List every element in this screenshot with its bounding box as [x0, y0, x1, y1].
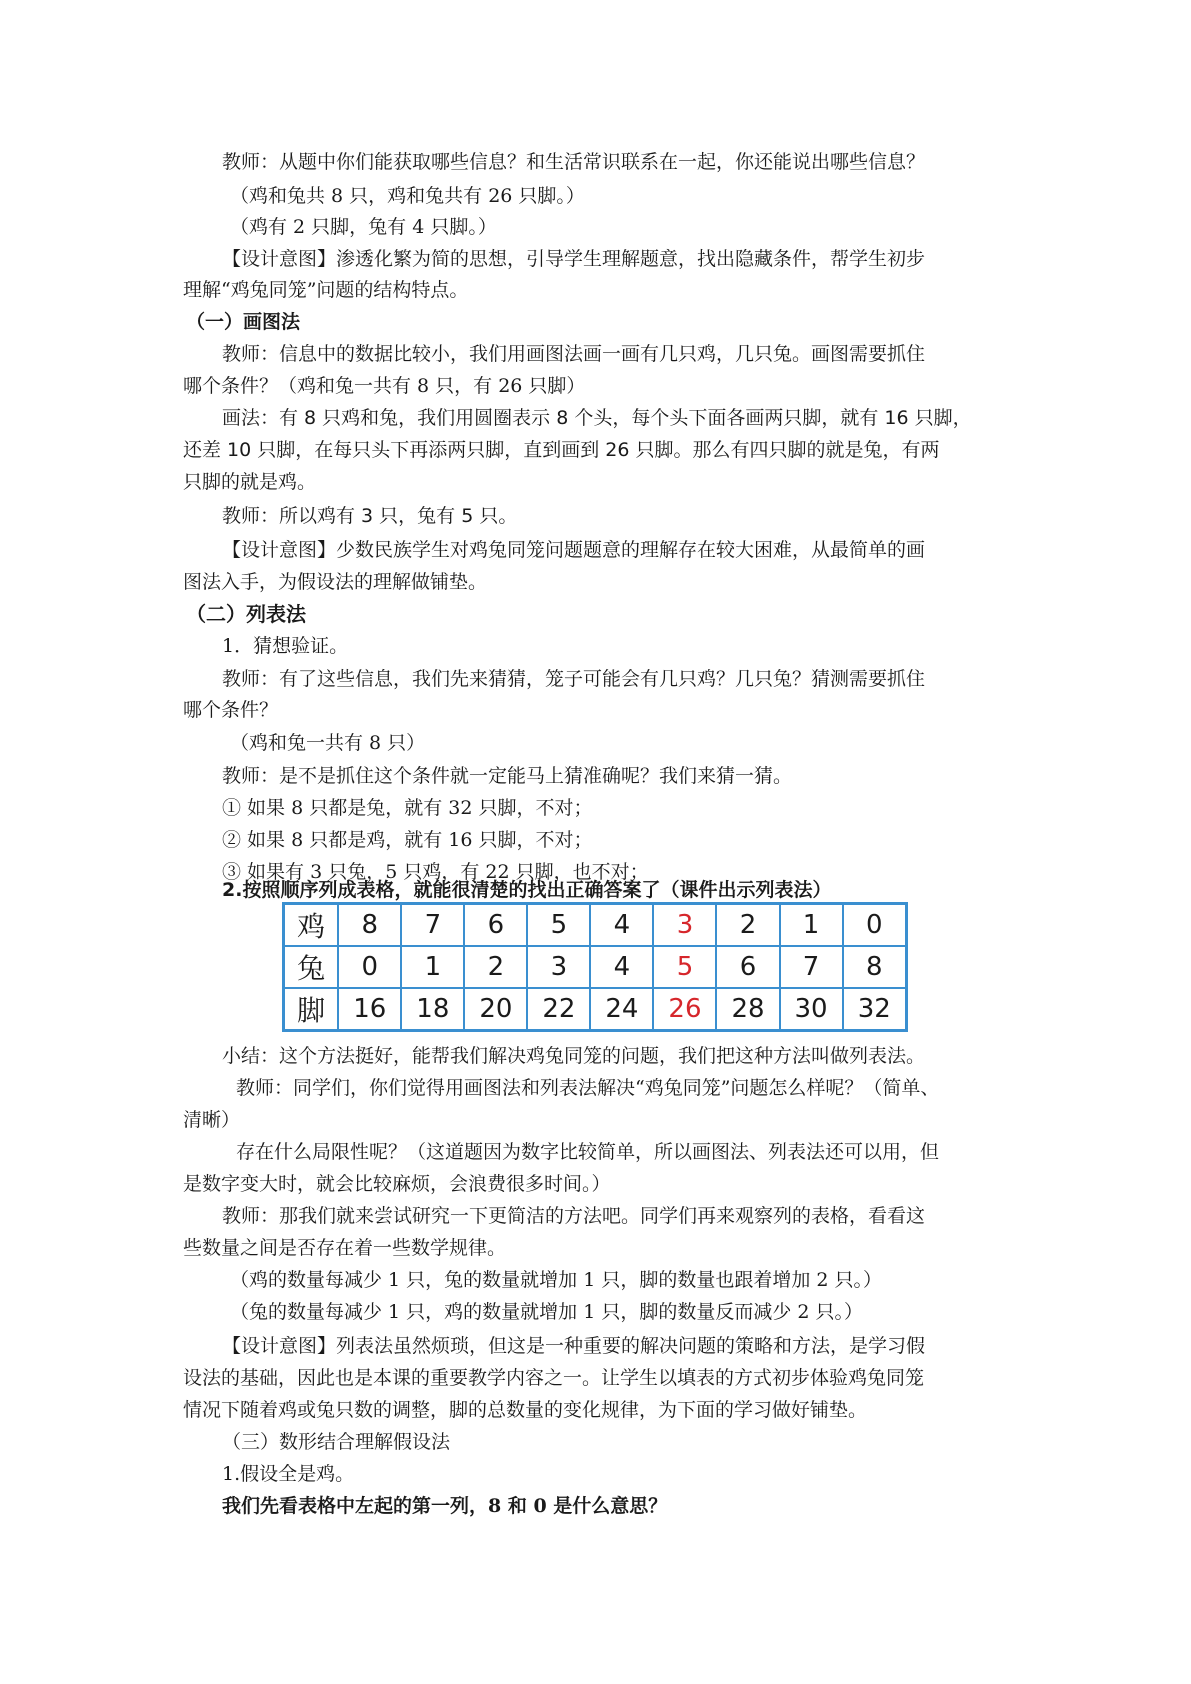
paragraph-line: 教师：那我们就来尝试研究一下更简洁的方法吧。同学们再来观察列的表格，看看这 — [222, 1205, 926, 1227]
table-cell: 30 — [780, 988, 843, 1031]
guess-item-2: ② 如果 8 只都是鸡，就有 16 只脚，不对； — [222, 829, 593, 851]
table-cell: 18 — [401, 988, 464, 1031]
table-cell: 8 — [843, 946, 907, 988]
table-cell: 28 — [716, 988, 779, 1031]
design-intent-line: 【设计意图】渗透化繁为简的思想，引导学生理解题意，找出隐藏条件，帮学生初步 — [222, 248, 926, 270]
section-heading-hypothesis: （三）数形结合理解假设法 — [222, 1431, 451, 1453]
table-cell: 8 — [338, 904, 401, 947]
table-cell: 7 — [401, 904, 464, 947]
section-heading-table: （二）列表法 — [186, 602, 306, 626]
paragraph-line: 1.假设全是鸡。 — [222, 1463, 355, 1485]
table-cell: 0 — [843, 904, 907, 947]
table-cell: 1 — [401, 946, 464, 988]
paragraph-line: 哪个条件？（鸡和兔一共有 8 只，有 26 只脚） — [183, 375, 586, 397]
paragraph-line: 清晰） — [183, 1109, 241, 1131]
table-cell: 7 — [780, 946, 843, 988]
paragraph-line: 理解“鸡兔同笼”问题的结构特点。 — [183, 279, 469, 301]
table-cell: 26 — [653, 988, 716, 1031]
paragraph-line: 设法的基础，因此也是本课的重要教学内容之一。让学生以填表的方式初步体验鸡兔同笼 — [183, 1367, 925, 1389]
table-cell: 3 — [653, 904, 716, 947]
paragraph-line: 画法：有 8 只鸡和兔，我们用圆圈表示 8 个头，每个头下面各画两只脚，就有 16 只脚， — [222, 407, 972, 429]
table-row — [284, 988, 907, 1031]
design-intent-line: 【设计意图】列表法虽然烦琐，但这是一种重要的解决问题的策略和方法，是学习假 — [222, 1335, 926, 1357]
paragraph-line: 小结：这个方法挺好，能帮我们解决鸡兔同笼的问题，我们把这种方法叫做列表法。 — [222, 1045, 926, 1067]
section-heading-drawing: （一）画图法 — [186, 311, 301, 333]
table-cell: 1 — [780, 904, 843, 947]
table-cell: 2 — [716, 904, 779, 947]
paragraph-line: （兔的数量每减少 1 只，鸡的数量就增加 1 只，脚的数量反而减少 2 只。） — [230, 1301, 864, 1323]
teacher-speech-cont: 画图需要抓住 — [811, 343, 926, 365]
paragraph-line: （鸡和兔一共有 8 只） — [230, 732, 426, 754]
table-row — [284, 946, 907, 988]
paragraph-line: （鸡和兔共 8 只，鸡和兔共有 26 只脚。） — [230, 185, 585, 207]
paragraph-line: 是数字变大时，就会比较麻烦，会浪费很多时间。） — [183, 1173, 611, 1195]
table-cell: 4 — [590, 946, 653, 988]
paragraph-line: 些数量之间是否存在着一些数学规律。 — [183, 1237, 507, 1259]
table-cell: 3 — [527, 946, 590, 988]
table-cell: 5 — [653, 946, 716, 988]
table-cell: 2 — [464, 946, 527, 988]
row-header: 兔 — [284, 946, 339, 988]
paragraph-line: 教师：同学们，你们觉得用画图法和列表法解决“鸡兔同笼”问题怎么样呢？（简单、 — [236, 1077, 940, 1099]
design-intent-line: 【设计意图】少数民族学生对鸡兔同笼问题题意的理解存在较大困难，从最简单的画 — [222, 539, 926, 561]
table-cell: 5 — [527, 904, 590, 947]
guess-item-1: ① 如果 8 只都是兔，就有 32 只脚，不对； — [222, 797, 593, 819]
paragraph-line: 教师：有了这些信息，我们先来猜猜，笼子可能会有几只鸡？几只兔？猜测需要抓住 — [222, 668, 926, 690]
teacher-speech: 教师：信息中的数据比较小，我们用画图法画一画有几只鸡，几只兔。 — [222, 343, 812, 365]
paragraph-line: （鸡有 2 只脚，兔有 4 只脚。） — [230, 216, 497, 238]
paragraph-line: 情况下随着鸡或兔只数的调整，脚的总数量的变化规律，为下面的学习做好铺垫。 — [183, 1399, 868, 1421]
paragraph-line: 存在什么局限性呢？（这道题因为数字比较简单，所以画图法、列表法还可以用，但 — [236, 1141, 940, 1163]
paragraph-line: 哪个条件？ — [183, 699, 279, 721]
paragraph-line: 教师：是不是抓住这个条件就一定能马上猜准确呢？我们来猜一猜。 — [222, 765, 793, 787]
table-cell: 0 — [338, 946, 401, 988]
guess-item-3: ③ 如果有 3 只兔，5 只鸡，有 22 只脚，也不对； — [222, 861, 649, 883]
row-header: 脚 — [284, 988, 339, 1031]
paragraph-line: 我们先看表格中左起的第一列，8 和 0 是什么意思？ — [222, 1495, 668, 1517]
paragraph-line: 图法入手，为假设法的理解做铺垫。 — [183, 571, 488, 593]
table-cell: 20 — [464, 988, 527, 1031]
paragraph-line: 还差 10 只脚，在每只头下再添两只脚，直到画到 26 只脚。那么有四只脚的就是兔，有两 — [183, 439, 940, 461]
table-cell: 32 — [843, 988, 907, 1031]
table-cell: 6 — [716, 946, 779, 988]
row-header: 鸡 — [284, 904, 339, 947]
chicken-rabbit-table — [282, 902, 908, 1027]
table-cell: 24 — [590, 988, 653, 1031]
paragraph-line: 教师：所以鸡有 3 只，兔有 5 只。 — [222, 505, 518, 527]
paragraph-line: （鸡的数量每减少 1 只，兔的数量就增加 1 只，脚的数量也跟着增加 2 只。） — [230, 1269, 883, 1291]
table-cell: 4 — [590, 904, 653, 947]
paragraph-line: 只脚的就是鸡。 — [183, 471, 317, 493]
table-cell: 22 — [527, 988, 590, 1031]
paragraph-line — [222, 338, 925, 370]
paragraph-line: 教师：从题中你们能获取哪些信息？和生活常识联系在一起，你还能说出哪些信息？ — [222, 151, 926, 173]
paragraph-line: 1．猜想验证。 — [222, 635, 349, 657]
table-cell: 6 — [464, 904, 527, 947]
table-row — [284, 904, 907, 947]
paragraph-line: 2.按照顺序列成表格，就能很清楚的找出正确答案了（课件出示列表法） — [222, 879, 832, 901]
table-cell: 16 — [338, 988, 401, 1031]
